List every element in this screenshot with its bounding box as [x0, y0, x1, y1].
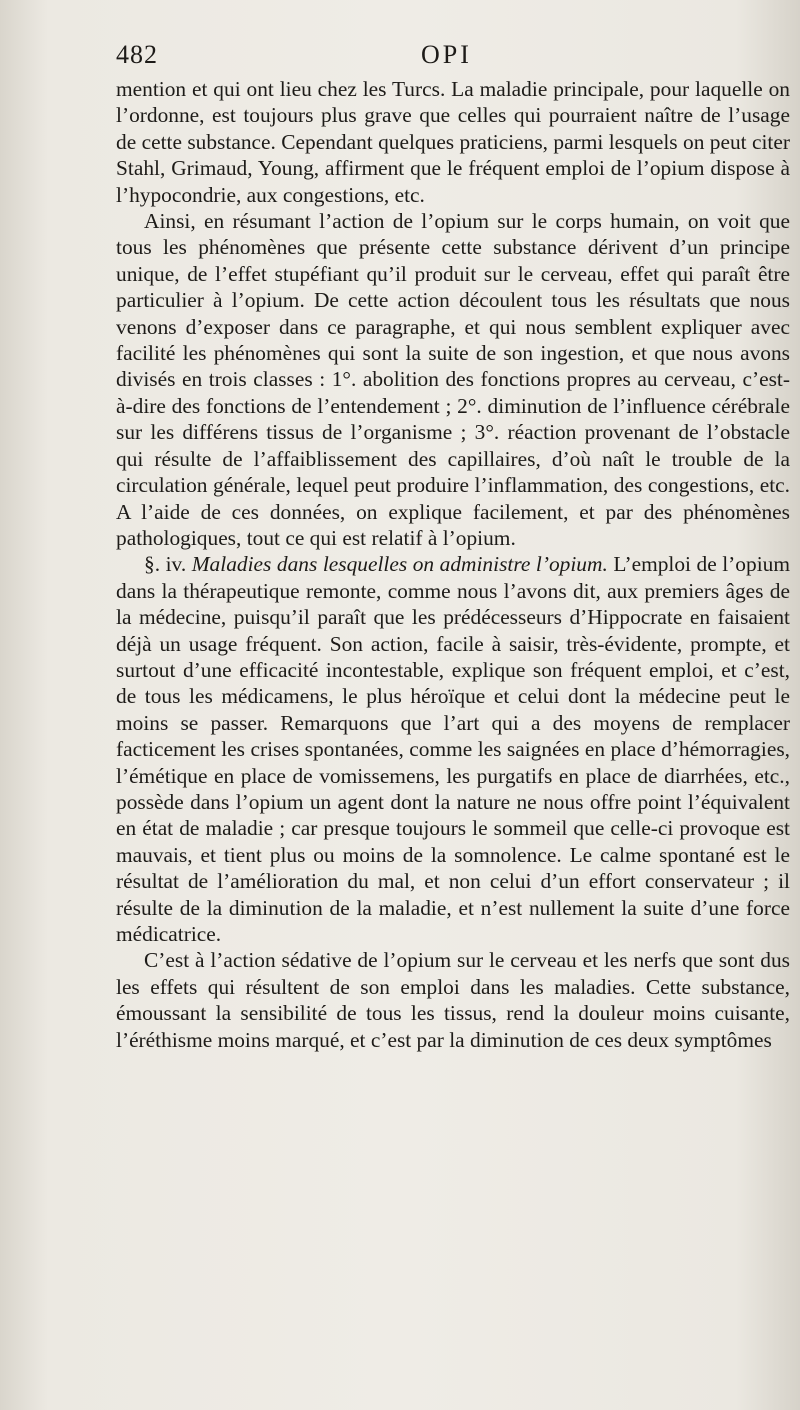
page-number: 482 — [116, 40, 158, 69]
section-title: Maladies dans lesquelles on administre l’opium. — [191, 552, 608, 577]
paragraph-3-text: L’emploi de l’opium dans la thérapeutique remonte, comme nous l’avons dit, aux premiers âges de la médecine, puisqu’il paraît que les prédécesseurs d’Hippocrate en faisaient déjà un usage fréquent. Son action, facile à saisir, très-évidente, prompte, et surtout d’une efficacité incontestable, explique son fréquent emploi, et c’est, de tous les médicamens, le plus héroïque et celui dont la médecine peut le moins se passer. Remarquons que l’art qui a des moyens de remplacer facticement les crises spontanées, comme les saignées en place d’hémorragies, l’émétique en place de vomissemens, les purgatifs en place de diarrhées, etc., possède dans l’opium un agent dont la nature ne nous offre point l’équivalent en état de maladie ; car presque toujours le sommeil que celle-ci provoque est mauvais, et tient plus ou moins de la somnolence. Le calme spontané est le résultat de l’amélioration du mal, et non celui d’un effort conservateur ; il résulte de la diminution de la maladie, et n’est nullement la suite d’une force médicatrice. — [116, 552, 790, 946]
paragraph-3 — [116, 551, 790, 947]
paragraph-2: Ainsi, en résumant l’action de l’opium sur le corps humain, on voit que tous les phénomènes que présente cette substance dérivent d’un principe unique, de l’effet stupéfiant qu’il produit sur le cerveau, effet qui paraît être particulier à l’opium. De cette action découlent tous les résultats que nous venons d’exposer dans ce paragraphe, et qui nous semblent expliquer avec facilité les phénomènes qui sont la suite de son ingestion, et que nous avons divisés en trois classes : 1°. abolition des fonctions propres au cerveau, c’est-à-dire des fonctions de l’entendement ; 2°. diminution de l’influence cérébrale sur les différens tissus de l’organisme ; 3°. réaction provenant de l’obstacle qui résulte de l’affaiblissement des capillaires, d’où naît le trouble de la circulation générale, lequel peut produire l’inflammation, des congestions, etc. A l’aide de ces données, on explique facilement, et par des phénomènes pathologiques, tout ce qui est relatif à l’opium. — [116, 209, 790, 550]
paragraph-4: C’est à l’action sédative de l’opium sur le cerveau et les nerfs que sont dus les effets qui résultent de son emploi dans les maladies. Cette substance, émoussant la sensibilité de tous les tissus, rend la douleur moins cuisante, l’éréthisme moins marqué, et c’est par la diminution de ces deux symptômes — [116, 948, 790, 1052]
body-text — [116, 76, 790, 1053]
running-head: OPI — [421, 40, 472, 69]
paragraph-1: mention et qui ont lieu chez les Turcs. La maladie principale, pour laquelle on l’ordonne, est toujours plus grave que celles qui pourraient naître de l’usage de cette substance. Cependant quelques praticiens, parmi lesquels on peut citer Stahl, Grimaud, Young, affirment que le fréquent emploi de l’opium dispose à l’hypocondrie, aux congestions, etc. — [116, 77, 790, 207]
page-header — [116, 40, 790, 80]
section-label: §. iv. — [144, 552, 187, 577]
